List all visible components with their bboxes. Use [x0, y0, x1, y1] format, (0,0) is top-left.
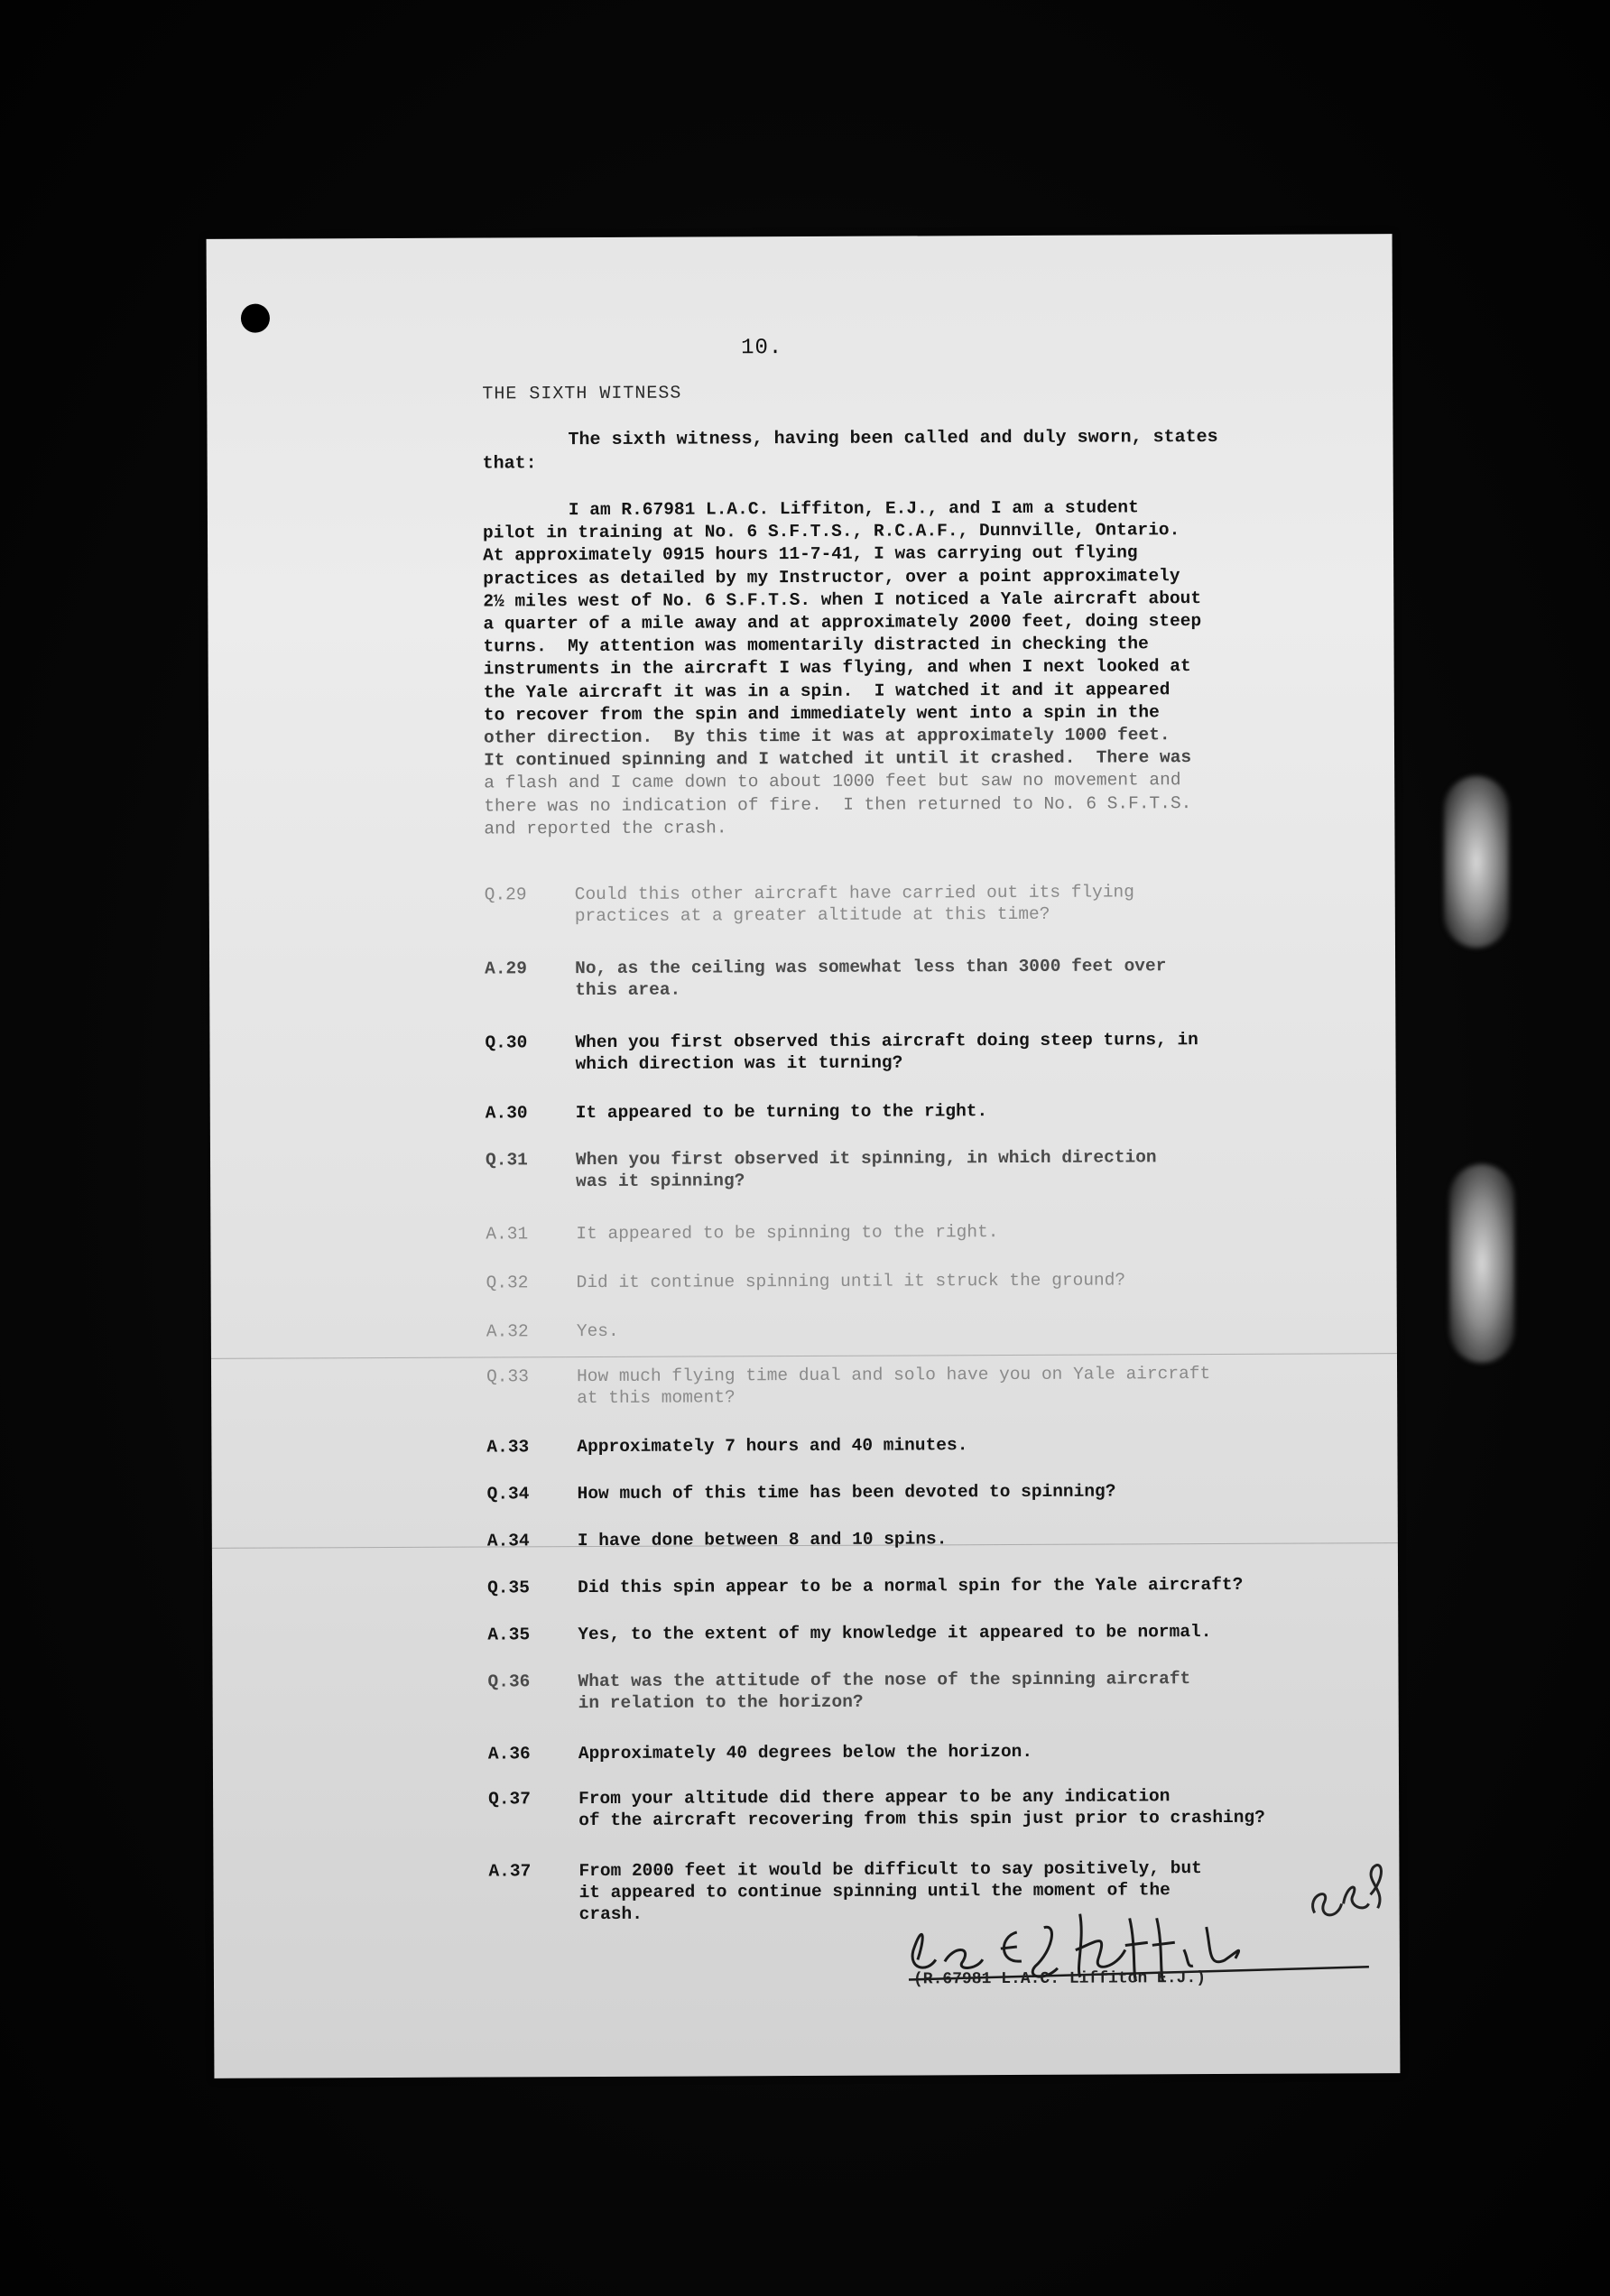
light-glare — [1449, 1164, 1514, 1363]
statement-line: turns. My attention was momentarily distracted in checking the — [483, 634, 1149, 657]
qa-item — [486, 1432, 1353, 1458]
qa-label: A.34 — [486, 1531, 530, 1551]
qa-text: No, as the ceiling was somewhat less than 3000 feet over this area. — [575, 956, 1167, 1001]
qa-text: Could this other aircraft have carried out its flying practices at a greater altitude at this time? — [574, 882, 1134, 927]
intro-paragraph: The sixth witness, having been called and duly sworn, states that: — [482, 426, 1218, 475]
qa-item — [486, 1268, 1353, 1293]
qa-text: When you first observed it spinning, in which direction was it spinning? — [575, 1147, 1157, 1192]
qa-label: Q.33 — [486, 1366, 529, 1387]
statement-line: to recover from the spin and immediately went into a spin in the — [483, 702, 1160, 726]
qa-label: A.33 — [486, 1437, 530, 1458]
statement-line: the Yale aircraft it was in a spin. I watched it and it appeared — [483, 679, 1170, 703]
qa-text: Yes. — [576, 1320, 619, 1342]
qa-label: Q.34 — [486, 1484, 530, 1504]
qa-text: Approximately 7 hours and 40 minutes. — [577, 1435, 968, 1458]
qa-text: How much flying time dual and solo have you on Yale aircraft at this moment? — [577, 1364, 1211, 1409]
qa-label: Q.30 — [485, 1032, 528, 1053]
statement-line: a quarter of a mile away and at approximately 2000 feet, doing steep — [483, 611, 1202, 634]
qa-label: Q.37 — [488, 1789, 531, 1810]
qa-label: A.32 — [486, 1321, 529, 1342]
qa-item — [484, 880, 1351, 927]
qa-item — [485, 954, 1351, 1001]
statement-line: At approximately 0915 hours 11-7-41, I was carrying out flying — [483, 542, 1138, 566]
qa-text: When you first observed this aircraft doing steep turns, in which direction was it turning? — [575, 1030, 1198, 1075]
qa-label: Q.32 — [486, 1273, 529, 1293]
qa-label: Q.35 — [487, 1578, 530, 1598]
qa-item — [485, 1098, 1352, 1124]
punch-hole — [241, 304, 270, 333]
qa-text: Approximately 40 degrees below the horizon. — [578, 1741, 1033, 1764]
qa-label: A.36 — [487, 1744, 531, 1764]
qa-item — [485, 1145, 1352, 1192]
qa-label: A.31 — [486, 1224, 529, 1245]
qa-label: A.35 — [487, 1625, 531, 1645]
qa-label: A.37 — [488, 1861, 532, 1882]
statement-line: instruments in the aircraft I was flying, and when I next looked at — [483, 656, 1191, 680]
qa-item — [488, 1784, 1355, 1831]
qa-text: Yes, to the extent of my knowledge it appeared to be normal. — [578, 1622, 1212, 1645]
qa-item — [486, 1219, 1352, 1245]
statement-line: a flash and I came down to about 1000 feet but saw no movement and — [484, 770, 1181, 793]
statement-line: pilot in training at No. 6 S.F.T.S., R.C.A.F., Dunnville, Ontario. — [482, 520, 1180, 543]
qa-item — [486, 1526, 1354, 1551]
qa-item — [487, 1573, 1354, 1598]
qa-item — [487, 1667, 1354, 1714]
qa-text: Did this spin appear to be a normal spin for the Yale aircraft? — [578, 1574, 1244, 1598]
fold-line — [211, 1353, 1397, 1359]
qa-text: I have done between 8 and 10 spins. — [577, 1529, 948, 1551]
qa-label: Q.36 — [487, 1671, 531, 1692]
qa-text: Did it continue spinning until it struck the ground? — [576, 1270, 1126, 1293]
qa-text: From your altitude did there appear to be any indication of the aircraft recovering from this spin just prior to crashing? — [578, 1786, 1265, 1831]
qa-label: Q.31 — [485, 1150, 528, 1171]
qa-item — [485, 1028, 1351, 1075]
statement-line: practices as detailed by my Instructor, over a point approximately — [483, 565, 1180, 589]
qa-item — [486, 1362, 1353, 1409]
qa-label: A.30 — [485, 1103, 528, 1124]
typed-name: (R.67981 L.A.C. Liffiton E.J.) — [912, 1969, 1207, 1989]
qa-text: From 2000 feet it would be difficult to say positively, but it appeared to continue spinning until the moment of the crash. — [578, 1858, 1202, 1925]
statement-line: other direction. By this time it was at approximately 1000 feet. — [483, 725, 1170, 748]
qa-text: It appeared to be spinning to the right. — [576, 1222, 999, 1245]
document-page — [207, 234, 1401, 2078]
statement-line: I am R.67981 L.A.C. Liffiton, E.J., and I am a student — [568, 497, 1139, 521]
statement-line: and reported the crash. — [484, 818, 727, 839]
statement-line: 2½ miles west of No. 6 S.F.T.S. when I noticed a Yale aircraft about — [483, 588, 1202, 612]
qa-text: How much of this time has been devoted to spinning? — [577, 1481, 1116, 1504]
qa-item — [487, 1620, 1354, 1645]
statement-line: It continued spinning and I watched it until it crashed. There was — [484, 747, 1192, 771]
qa-item — [488, 1856, 1355, 1925]
qa-label: A.29 — [485, 958, 527, 979]
witness-statement — [483, 496, 1315, 841]
qa-label: Q.29 — [484, 884, 527, 905]
light-glare — [1444, 776, 1509, 948]
qa-text: What was the attitude of the nose of the spinning aircraft in relation to the horizon? — [578, 1669, 1191, 1714]
qa-text: It appeared to be turning to the right. — [575, 1101, 988, 1124]
section-title: THE SIXTH WITNESS — [482, 383, 682, 405]
page-number: 10. — [741, 336, 783, 361]
qa-item — [486, 1317, 1353, 1342]
qa-item — [486, 1479, 1354, 1504]
qa-item — [487, 1739, 1355, 1764]
statement-line: there was no indication of fire. I then returned to No. 6 S.F.T.S. — [484, 792, 1192, 817]
